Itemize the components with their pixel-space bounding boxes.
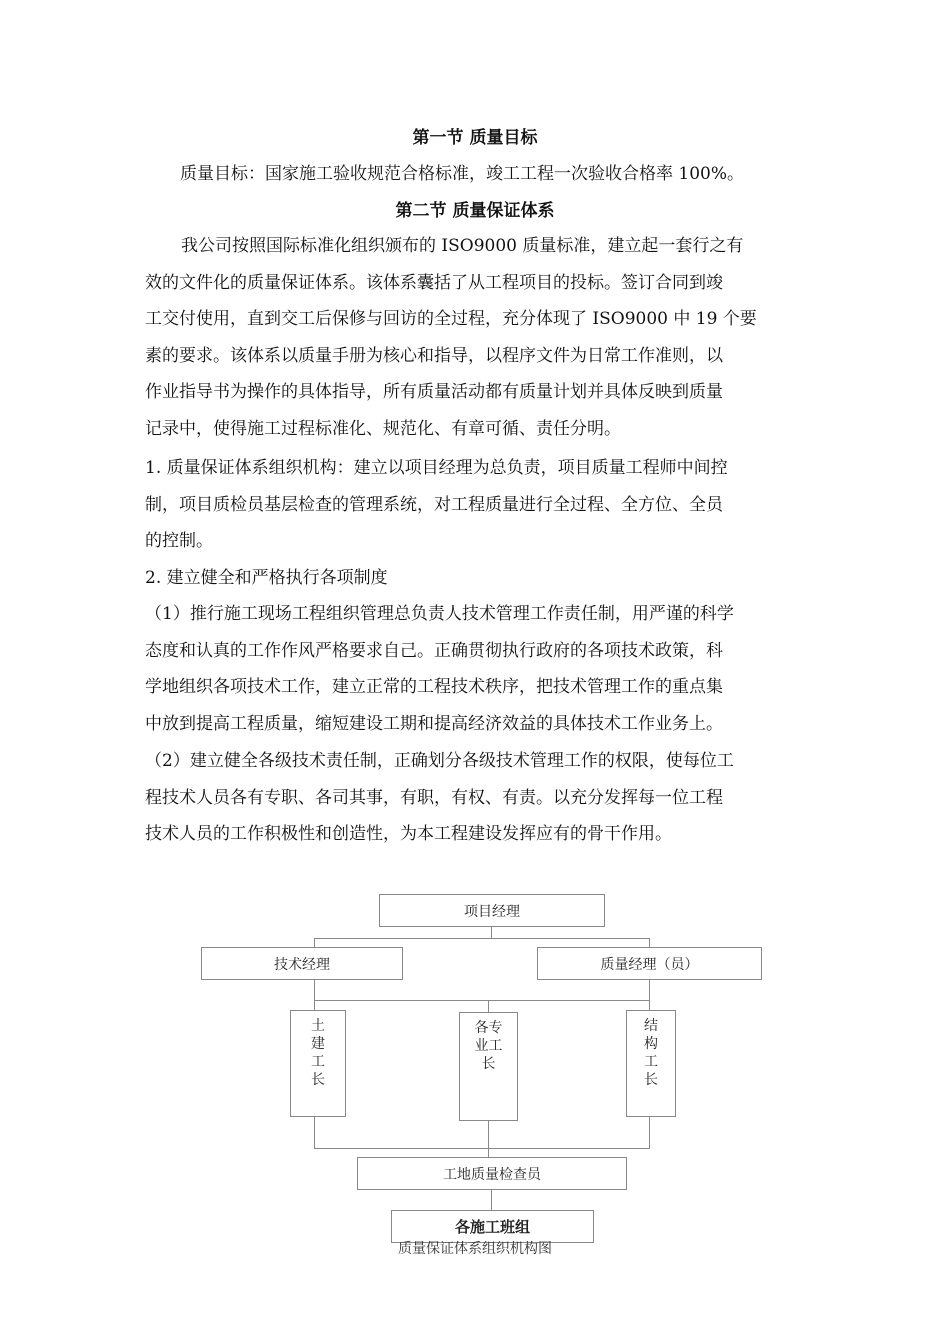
text-line: 效的文件化的质量保证体系。该体系囊括了从工程项目的投标。签订合同到竣	[145, 272, 723, 293]
text-line: 技术人员的工作积极性和创造性，为本工程建设发挥应有的骨干作用。	[145, 824, 672, 844]
box-text: 建	[311, 1036, 325, 1052]
box-text: 构	[644, 1036, 658, 1052]
text-line: 中放到提高工程质量，缩短建设工期和提高经济效益的具体技术工作业务上。	[145, 713, 723, 734]
text-line: 的控制。	[145, 531, 213, 551]
box-text: 工	[311, 1054, 325, 1070]
item1-paragraph	[145, 450, 805, 560]
text-line: （2）建立健全各级技术责任制，正确划分各级技术管理工作的权限，使每位工	[145, 751, 734, 771]
text-line: 学地组织各项技术工作，建立正常的工程技术秩序，把技术管理工作的重点集	[145, 677, 723, 697]
box-text: 长	[311, 1072, 325, 1088]
connector-line	[314, 1000, 315, 1010]
text-line: 制，项目质检员基层检查的管理系统，对工程质量进行全过程、全方位、全员	[145, 494, 723, 515]
text-line: 工交付使用，直到交工后保修与回访的全过程，充分体现了 ISO9000 中 19 个要	[145, 309, 757, 329]
text-line: 我公司按照国际标准化组织颁布的 ISO9000 质量标准，建立起一套行之有	[181, 236, 744, 256]
quality-manager-box: 质量经理（员）	[537, 947, 762, 980]
box-text: 各专	[474, 1020, 503, 1036]
item2-1-paragraph	[145, 596, 805, 742]
tech-manager-box: 技术经理	[201, 947, 403, 980]
site-inspector-box: 工地质量检查员	[357, 1157, 627, 1190]
connector-line	[649, 1116, 650, 1149]
intro-paragraph	[145, 228, 805, 447]
connector-line	[488, 1120, 489, 1158]
box-text: 业工	[474, 1038, 503, 1054]
construction-teams-box: 各施工班组	[391, 1210, 594, 1243]
box-text: 长	[481, 1056, 496, 1072]
item2-title	[145, 560, 805, 597]
specialty-foreman-box	[459, 1012, 518, 1121]
text-line: 作业指导书为操作的具体指导，所有质量活动都有质量计划并具体反映到质量	[145, 382, 723, 402]
section1-title: 第一节 质量目标	[412, 128, 538, 148]
connector-line	[314, 979, 315, 1001]
box-text: 工	[644, 1054, 658, 1070]
box-text: 土	[311, 1018, 325, 1034]
chart-caption: 质量保证体系组织机构图	[398, 1241, 552, 1257]
connector-line	[488, 1000, 489, 1012]
box-text: 长	[644, 1072, 658, 1088]
connector-line	[314, 1148, 650, 1149]
quality-goal-text: 质量目标：国家施工验收规范合格标准，竣工工程一次验收合格率 100%。	[180, 164, 745, 184]
text-line: 记录中，使得施工过程标准化、规范化、有章可循、责任分明。	[145, 418, 621, 439]
connector-line	[314, 938, 650, 939]
structure-foreman-box	[626, 1010, 676, 1117]
box-text: 结	[644, 1018, 658, 1034]
quality-goal	[180, 156, 840, 193]
connector-line	[314, 1000, 650, 1001]
project-manager-box: 项目经理	[379, 894, 605, 927]
connector-line	[491, 1189, 492, 1211]
item2-2-paragraph	[145, 743, 805, 853]
section2-title: 第二节 质量保证体系	[395, 201, 555, 221]
connector-line	[649, 979, 650, 1001]
text-line: 程技术人员各有专职、各司其事，有职，有权、有责。以充分发挥每一位工程	[145, 787, 723, 808]
text-line: 素的要求。该体系以质量手册为核心和指导，以程序文件为日常工作准则，以	[145, 345, 723, 366]
text-line: （1）推行施工现场工程组织管理总负责人技术管理工作责任制，用严谨的科学	[145, 604, 734, 624]
civil-foreman-box	[290, 1010, 346, 1117]
connector-line	[314, 1116, 315, 1149]
connector-line	[649, 1000, 650, 1010]
text-line: 1. 质量保证体系组织机构：建立以项目经理为总负责，项目质量工程师中间控	[145, 458, 728, 478]
text-line: 2. 建立健全和严格执行各项制度	[145, 568, 388, 588]
text-line: 态度和认真的工作作风严格要求自己。正确贯彻执行政府的各项技术政策，科	[145, 640, 723, 661]
